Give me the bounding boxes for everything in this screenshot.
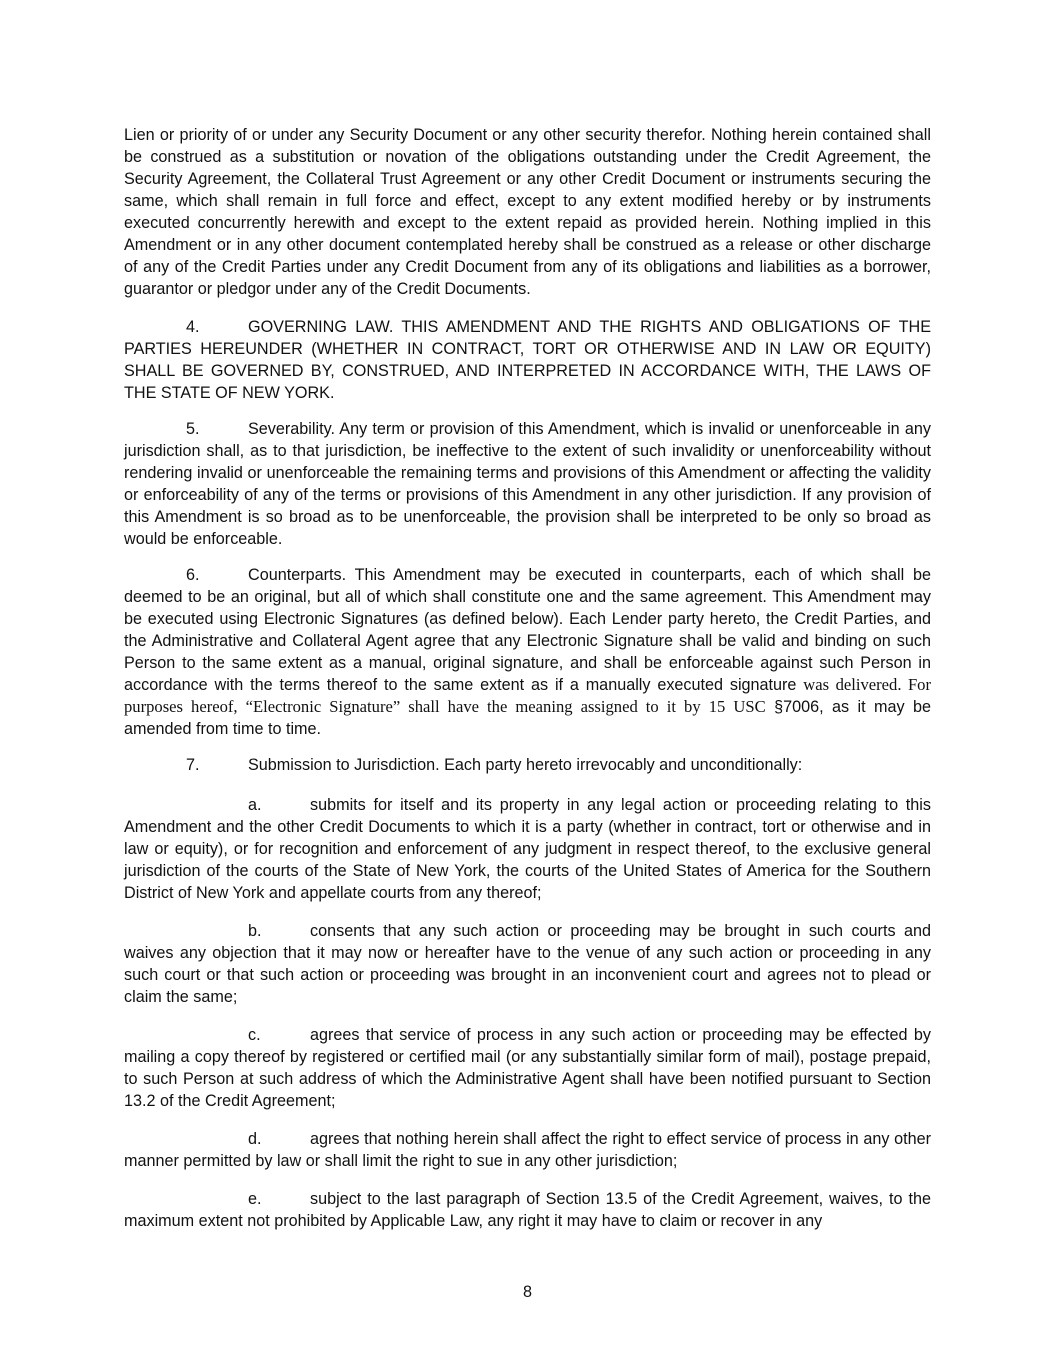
item-b-label: b. [248,922,262,940]
section-7-jurisdiction [124,754,931,776]
document-page [124,124,931,1232]
item-a [124,794,931,904]
section-5-number: 5. [186,420,200,438]
section-6-number: 6. [186,566,200,584]
section-4-number: 4. [186,318,200,336]
section-6-serif-text: was delivered. For purposes hereof, “Electronic Signature” shall have the meaning assigned to it by 15 USC [124,675,932,716]
item-e [124,1188,931,1232]
item-a-text: submits for itself and its property in any legal action or proceeding relating to this Amendment and the other Credit Documents to which it is a party (whether in contract, tort or otherwise and in law or equity), or for recognition and enforcement of any judgment in respect thereof, to the exclusive general jurisdiction of the courts of the State of New York, the courts of the United States of America for the Southern District of New York and appellate courts from any thereof; [124,796,931,902]
item-b-text: consents that any such action or proceeding may be brought in such courts and waives any objection that it may now or hereafter have to the venue of any such action or proceeding in any such court or that such action or proceeding was brought in an inconvenient court and agrees not to plead or claim the same; [124,922,931,1006]
section-4-text: GOVERNING LAW. THIS AMENDMENT AND THE RIGHTS AND OBLIGATIONS OF THE PARTIES HEREUNDER (WHETHER IN CONTRACT, TORT OR OTHERWISE AND IN LAW OR EQUITY) SHALL BE GOVERNED BY, CONSTRUED, AND INTERPRETED IN ACCORDANCE WITH, THE LAWS OF THE STATE OF NEW YORK. [124,318,931,402]
section-6-text-end: §7006, as it may be amended from time to time. [124,698,932,738]
item-d-label: d. [248,1130,262,1148]
item-a-label: a. [248,796,262,814]
item-e-label: e. [248,1190,262,1208]
item-b [124,920,931,1008]
item-e-text: subject to the last paragraph of Section 13.5 of the Credit Agreement, waives, to the maximum extent not prohibited by Applicable Law, any right it may have to claim or recover in any [124,1190,931,1230]
section-4-governing-law [124,316,931,404]
section-7-text: Submission to Jurisdiction. Each party hereto irrevocably and unconditionally: [248,756,803,774]
section-5-severability [124,418,931,550]
section-6-text: Counterparts. This Amendment may be executed in counterparts, each of which shall be deemed to be an original, but all of which shall constitute one and the same agreement. This Amendment may be executed using Electronic Signatures (as defined below). Each Lender party hereto, the Credit Parties, and the Administrative and Collateral Agent agree that any Electronic Signature shall be valid and binding on such Person to the same extent as a manual, original signature, and shall be enforceable against such Person in accordance with the terms thereof to the same extent as if a manually executed signature [124,566,931,694]
intro-paragraph: Lien or priority of or under any Security Document or any other security therefor. Nothing herein contained shall be construed as a substitution or novation of the obligations outstanding under the Credit Agreement, the Security Agreement, the Collateral Trust Agreement or any other Credit Document or instruments securing the same, which shall remain in full force and effect, except to any extent modified hereby or by instruments executed concurrently herewith and except to the extent repaid as provided herein. Nothing implied in this Amendment or in any other document contemplated hereby shall be construed as a release or other discharge of any of the Credit Parties under any Credit Document from any of its obligations and liabilities as a borrower, guarantor or pledgor under any of the Credit Documents. [124,126,931,298]
page-number: 8 [522,1283,532,1301]
item-c [124,1024,931,1112]
item-c-text: agrees that service of process in any such action or proceeding may be effected by mailing a copy thereof by registered or certified mail (or any substantially similar form of mail), postage prepaid, to such Person at such address of which the Administrative Agent shall have been notified pursuant to Section 13.2 of the Credit Agreement; [124,1026,931,1110]
section-7-number: 7. [186,756,200,774]
item-d-text: agrees that nothing herein shall affect the right to effect service of process in any other manner permitted by law or shall limit the right to sue in any other jurisdiction; [124,1130,931,1170]
item-c-label: c. [248,1026,261,1044]
section-5-text: Severability. Any term or provision of this Amendment, which is invalid or unenforceable in any jurisdiction shall, as to that jurisdiction, be ineffective to the extent of such invalidity or unenforceability without rendering invalid or unenforceable the remaining terms and provisions of this Amendment or affecting the validity or enforceability of any of the terms or provisions of this Amendment in any other jurisdiction. If any provision of this Amendment is so broad as to be unenforceable, the provision shall be interpreted to be only so broad as would be enforceable. [124,420,931,548]
item-d [124,1128,931,1172]
section-6-counterparts [124,564,931,740]
